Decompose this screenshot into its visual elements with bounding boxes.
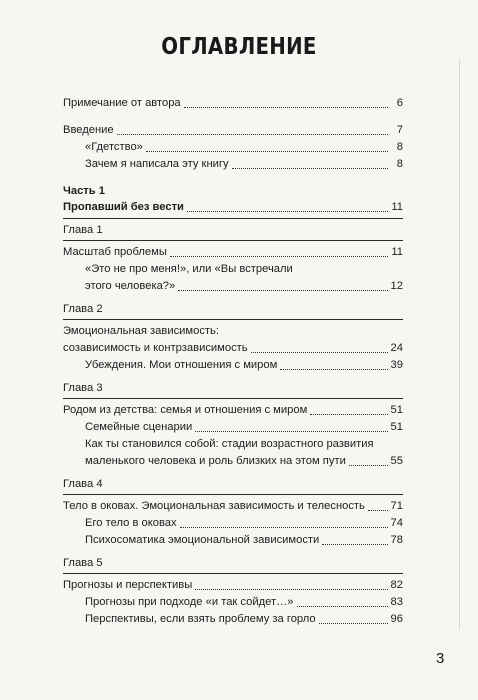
toc-entry-text: Зачем я написала эту книгу bbox=[85, 158, 229, 170]
toc-entry-intro-gdetstvo[interactable] bbox=[63, 139, 403, 156]
toc-entry-ch2[interactable] bbox=[63, 323, 403, 357]
toc-entry-ch3[interactable] bbox=[63, 402, 403, 419]
leader-dots bbox=[297, 606, 388, 607]
leader-dots bbox=[322, 544, 387, 545]
toc-page-number: 55 bbox=[390, 455, 403, 467]
toc-page-number: 11 bbox=[391, 246, 403, 258]
leader-dots bbox=[280, 369, 387, 370]
toc-entry-ch4-sub2[interactable] bbox=[63, 532, 403, 549]
page-number: 3 bbox=[436, 650, 445, 667]
page-spine-edge bbox=[459, 60, 472, 630]
toc-page-number: 71 bbox=[390, 500, 403, 512]
toc-entry-text: Как ты становился собой: стадии возрастного развития bbox=[85, 438, 374, 450]
divider bbox=[63, 494, 403, 495]
divider bbox=[63, 218, 403, 219]
toc-page-number: 6 bbox=[396, 97, 403, 109]
leader-dots bbox=[310, 414, 387, 415]
toc-entry-text: Введение bbox=[63, 124, 114, 136]
divider bbox=[63, 319, 403, 320]
toc-entry-text: Масштаб проблемы bbox=[63, 246, 167, 258]
leader-dots bbox=[184, 107, 388, 108]
toc-page-number: 8 bbox=[396, 158, 403, 170]
toc-entry-ch1[interactable] bbox=[63, 244, 403, 261]
toc-page-number: 12 bbox=[390, 280, 403, 292]
toc-entry-ch3-sub2[interactable] bbox=[63, 436, 403, 470]
chapter-label: Глава 2 bbox=[63, 303, 103, 315]
toc-entry-text: Семейные сценарии bbox=[85, 421, 193, 433]
toc-page-number: 82 bbox=[390, 579, 403, 591]
toc-entry-part1[interactable] bbox=[63, 199, 403, 216]
toc-page-number: 7 bbox=[396, 124, 403, 136]
leader-dots bbox=[146, 151, 388, 152]
toc-entry-text: «Гдетство» bbox=[85, 141, 143, 153]
toc-entry-ch5-sub2[interactable] bbox=[63, 611, 403, 628]
divider bbox=[63, 573, 403, 574]
toc-entry-text: Родом из детства: семья и отношения с миром bbox=[63, 404, 308, 416]
toc-entry-text: Эмоциональная зависимость: bbox=[63, 325, 219, 337]
toc-entry-text: Прогнозы и перспективы bbox=[63, 579, 193, 591]
leader-dots bbox=[319, 623, 388, 624]
toc-page-number: 24 bbox=[390, 342, 403, 354]
toc-page-number: 78 bbox=[390, 534, 403, 546]
part-label: Часть 1 bbox=[63, 185, 105, 197]
toc-entry-ch4[interactable] bbox=[63, 498, 403, 515]
toc-entry-text: Его тело в оковах bbox=[85, 517, 177, 529]
toc-entry-author-note[interactable] bbox=[63, 95, 403, 112]
chapter-label: Глава 1 bbox=[63, 224, 103, 236]
toc-page-number: 39 bbox=[390, 359, 403, 371]
page-title: ОГЛАВЛЕНИЕ bbox=[161, 34, 317, 60]
toc-entry-ch1-sub1[interactable] bbox=[63, 261, 403, 295]
leader-dots bbox=[195, 431, 387, 432]
toc-page-number: 11 bbox=[391, 201, 403, 213]
toc-page-number: 83 bbox=[390, 596, 403, 608]
toc-entry-text: этого человека?» bbox=[85, 280, 176, 292]
leader-dots bbox=[251, 352, 388, 353]
leader-dots bbox=[187, 211, 388, 212]
leader-dots bbox=[195, 589, 387, 590]
chapter-label: Глава 4 bbox=[63, 478, 103, 490]
toc-page-number: 96 bbox=[390, 613, 403, 625]
toc-entry-ch2-sub1[interactable] bbox=[63, 357, 403, 374]
toc-entry-intro-why[interactable] bbox=[63, 156, 403, 173]
toc-page-number: 74 bbox=[390, 517, 403, 529]
leader-dots bbox=[180, 527, 388, 528]
toc-entry-text: маленького человека и роль близких на этом пути bbox=[85, 455, 346, 467]
table-of-contents bbox=[63, 95, 403, 628]
toc-entry-text: Прогнозы при подходе «и так сойдет…» bbox=[85, 596, 294, 608]
toc-entry-intro[interactable] bbox=[63, 122, 403, 139]
leader-dots bbox=[178, 290, 387, 291]
leader-dots bbox=[232, 168, 388, 169]
leader-dots bbox=[368, 510, 388, 511]
toc-entry-text: Пропавший без вести bbox=[63, 201, 184, 213]
chapter-label: Глава 3 bbox=[63, 382, 103, 394]
toc-page-number: 8 bbox=[396, 141, 403, 153]
leader-dots bbox=[170, 256, 388, 257]
toc-entry-text: созависимость и контрзависимость bbox=[63, 342, 248, 354]
chapter-label: Глава 5 bbox=[63, 557, 103, 569]
toc-page-number: 51 bbox=[390, 421, 403, 433]
toc-entry-ch5-sub1[interactable] bbox=[63, 594, 403, 611]
leader-dots bbox=[117, 134, 388, 135]
toc-entry-text: Перспективы, если взять проблему за горло bbox=[85, 613, 316, 625]
toc-entry-text: Убеждения. Мои отношения с миром bbox=[85, 359, 278, 371]
toc-entry-text: Примечание от автора bbox=[63, 97, 181, 109]
toc-entry-text: «Это не про меня!», или «Вы встречали bbox=[85, 263, 293, 275]
toc-entry-ch3-sub1[interactable] bbox=[63, 419, 403, 436]
toc-entry-text: Тело в оковах. Эмоциональная зависимость и телесность bbox=[63, 500, 365, 512]
divider bbox=[63, 398, 403, 399]
leader-dots bbox=[349, 465, 388, 466]
toc-entry-ch5[interactable] bbox=[63, 577, 403, 594]
toc-entry-ch4-sub1[interactable] bbox=[63, 515, 403, 532]
divider bbox=[63, 240, 403, 241]
toc-page-number: 51 bbox=[390, 404, 403, 416]
toc-entry-text: Психосоматика эмоциональной зависимости bbox=[85, 534, 320, 546]
